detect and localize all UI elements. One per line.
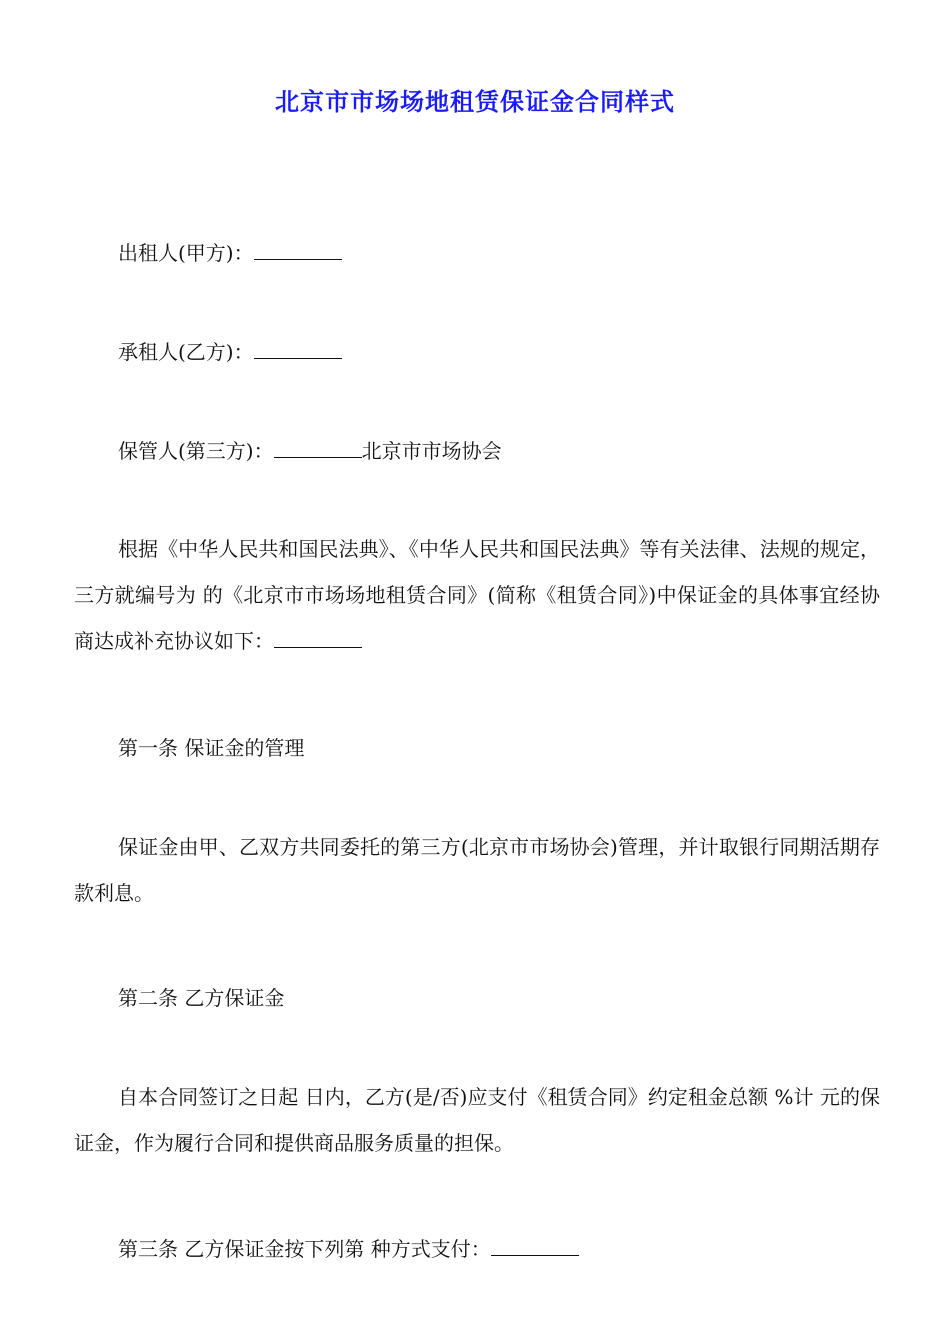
- document-title: 北京市市场场地租赁保证金合同样式: [275, 88, 675, 116]
- custodian-line: [118, 435, 502, 466]
- article3-heading: 第三条 乙方保证金按下列第 种方式支付：: [118, 1237, 491, 1261]
- article1-heading: 第一条 保证金的管理: [118, 736, 305, 760]
- article3-blank: [491, 1233, 579, 1256]
- article3-line: [118, 1233, 579, 1264]
- custodian-blank: [274, 435, 362, 458]
- article2-heading: 第二条 乙方保证金: [118, 986, 285, 1010]
- custodian-name: 北京市市场协会: [361, 439, 502, 463]
- article1-body: 保证金由甲、乙双方共同委托的第三方(北京市市场协会)管理，并计取银行同期活期存款利息。: [74, 835, 880, 905]
- article2-body: 自本合同签订之日起 日内，乙方(是/否)应支付《租赁合同》约定租金总额 %计 元的保证金，作为履行合同和提供商品服务质量的担保。: [74, 1085, 880, 1155]
- lessee-blank: [254, 336, 342, 359]
- preamble-blank: [274, 625, 362, 648]
- lessor-label: 出租人(甲方)：: [118, 241, 254, 265]
- custodian-label: 保管人(第三方)：: [118, 439, 274, 463]
- preamble-paragraph: [74, 526, 880, 664]
- lessee-line: [118, 336, 342, 367]
- lessee-label: 承租人(乙方)：: [118, 340, 254, 364]
- lessor-blank: [254, 237, 342, 260]
- preamble-text: 根据《中华人民共和国民法典》、《中华人民共和国民法典》等有关法律、法规的规定，三方就编号为 的《北京市市场场地租赁合同》(简称《租赁合同》)中保证金的具体事宜经协商达成补充协议如下：: [74, 537, 880, 653]
- lessor-line: [118, 237, 342, 268]
